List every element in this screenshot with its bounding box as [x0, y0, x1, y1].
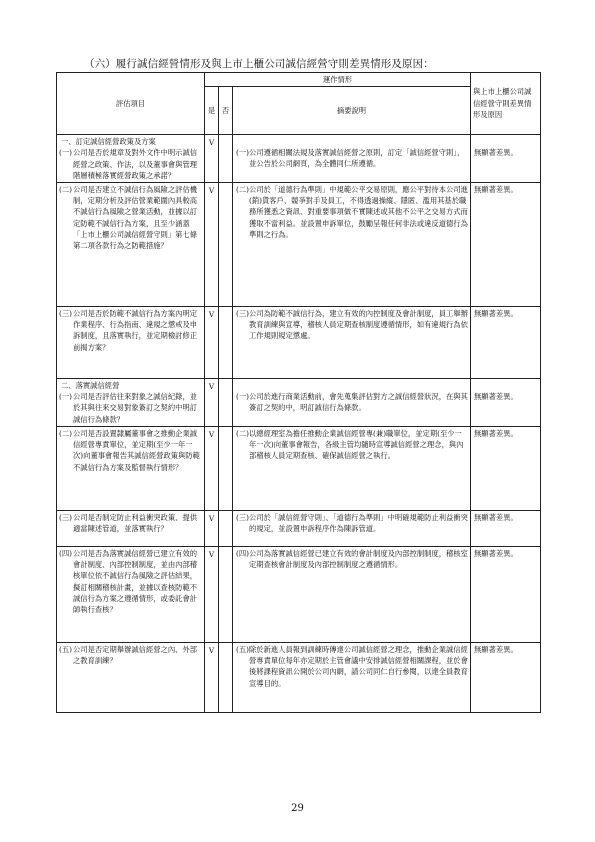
eval-item-text: 公司是否設置隸屬董事會之推動企業誠信經營專責單位，並定期(至少一年一次)向董事會報告其誠信經營政策與防範不誠信行為方案及監督執行情形？ [73, 429, 200, 472]
summary-text: 公司於「道德行為準則」中規範公平交易原則，應公平對待本公司進(銷)貨客戶、競爭對手及員工，不得透過操縱、隱匿、濫用其基於職務所獲悉之資訊、對重要事項做不實陳述或其他不公平之交易方式而獲取不當利益。並設置申訴單位，鼓勵呈報任何非法或違反道德行為準則之行為。 [249, 185, 468, 239]
table-body [57, 135, 541, 713]
table-row [57, 379, 541, 427]
eval-item [59, 308, 202, 353]
summary-number: (三) [236, 309, 249, 319]
no-mark [219, 379, 233, 427]
summary-number: (二) [236, 429, 249, 439]
summary-cell [233, 643, 471, 713]
eval-item [59, 147, 202, 181]
difference-cell: 無顯著差異。 [471, 511, 541, 547]
yes-mark: V [205, 379, 219, 427]
summary-text: 公司為落實誠信經營已建立有效的會計制度及內部控制制度，稽核室定期查核會計制度及內部控制制度之遵循情形。 [249, 549, 468, 570]
summary-number: (一) [236, 148, 249, 158]
yes-mark: V [205, 511, 219, 547]
summary-number: (二) [236, 185, 249, 195]
eval-cell [57, 511, 205, 547]
summary-cell [233, 379, 471, 427]
eval-item-text: 公司是否為落實誠信經營已建立有效的會計制度、內部控制制度，並由內部稽核單位依不誠信行為風險之評估結果，擬訂相關稽核計畫，並據以查核防範不誠信行為方案之遵循情形，或委託會計師執行查核？ [73, 549, 198, 615]
summary-text: 公司於進行商業活動前，會先蒐集評估對方之誠信經營狀況，在與其簽訂之契約中，明訂誠信行為條款。 [249, 392, 468, 413]
no-mark [219, 183, 233, 307]
eval-item-number: (二) [59, 185, 72, 195]
summary-number: (五) [236, 645, 249, 655]
difference-cell: 無顯著差異。 [471, 643, 541, 713]
header-difference: 與上市上櫃公司誠信經營守則差異情形及原因 [471, 73, 541, 135]
no-mark [219, 547, 233, 643]
eval-item-number: (三) [59, 513, 72, 523]
eval-item [59, 184, 202, 251]
no-mark [219, 427, 233, 511]
summary-cell [233, 547, 471, 643]
yes-mark: V [205, 135, 219, 183]
eval-item-text: 公司是否於規章及對外文件中明示誠信經營之政策、作法，以及董事會與管理階層積極落實經營政策之承諾？ [73, 148, 198, 180]
page-number: 29 [291, 803, 304, 814]
summary-text: 公司為防範不誠信行為，建立有效的內控制度及會計制度，員工舉辦教育訓練與宣導，稽核人員定期查核制度遵循情形，如有違規行為依工作規則規定懲處。 [249, 309, 468, 341]
table-row [57, 511, 541, 547]
yes-mark: V [205, 547, 219, 643]
eval-cell [57, 307, 205, 379]
header-operations: 運作情形 [205, 73, 471, 87]
difference-cell: 無顯著差異。 [471, 427, 541, 511]
no-mark [219, 511, 233, 547]
section-label: 一、訂定誠信經營政策及方案 [61, 137, 156, 147]
eval-item-text: 公司是否制定防止利益衝突政策、提供適當陳述管道，並落實執行？ [73, 513, 198, 534]
summary-cell [233, 427, 471, 511]
eval-cell [57, 379, 205, 427]
eval-item [59, 644, 202, 666]
table-row [57, 307, 541, 379]
yes-mark: V [205, 307, 219, 379]
summary-text: 公司遵循相關法規及落實誠信經營之原則，訂定「誠信經營守則」，並公告於公司網頁，為全體同仁所遵循。 [249, 148, 465, 169]
summary-number: (一) [236, 392, 249, 402]
eval-item-number: (一) [59, 148, 72, 158]
yes-mark: V [205, 427, 219, 511]
header-no: 否 [219, 87, 233, 135]
eval-item-number: (五) [59, 645, 72, 655]
eval-cell [57, 183, 205, 307]
header-summary: 摘要說明 [233, 87, 471, 135]
eval-item-text: 公司是否評估往來對象之誠信紀錄，並於其與往來交易對象簽訂之契約中明訂誠信行為條款？ [73, 392, 198, 424]
summary-cell [233, 307, 471, 379]
summary-number: (三) [236, 513, 249, 523]
eval-cell [57, 643, 205, 713]
eval-cell [57, 547, 205, 643]
summary-cell [233, 135, 471, 183]
no-mark [219, 643, 233, 713]
summary-cell [233, 183, 471, 307]
summary-text: 除於新進人員報到訓練時傳達公司誠信經營之理念，推動企業誠信經營專責單位每年亦定期於主管會議中安排誠信經營相關課程，並於會後將課程資訊公開於公司內網，請公司同仁自行參閱，以達全員教育宣導目的。 [249, 645, 468, 688]
summary-text: 公司於「誠信經營守則」、「道德行為準則」中明確規範防止利益衝突的規定，並設置申訴程序作為陳訴管道。 [249, 513, 468, 534]
integrity-table [56, 72, 541, 713]
table-row [57, 183, 541, 307]
header-yes: 是 [205, 87, 219, 135]
table-row [57, 643, 541, 713]
difference-cell: 無顯著差異。 [471, 307, 541, 379]
section-title: （六）履行誠信經營情形及與上市上櫃公司誠信經營守則差異情形及原因： [84, 58, 434, 70]
eval-cell [57, 135, 205, 183]
difference-cell: 無顯著差異。 [471, 135, 541, 183]
eval-item-number: (三) [59, 309, 72, 319]
section-label: 二、落實誠信經營 [61, 381, 120, 391]
summary-cell [233, 511, 471, 547]
no-mark [219, 135, 233, 183]
eval-item-number: (一) [59, 392, 72, 402]
eval-cell [57, 427, 205, 511]
summary-number: (四) [236, 549, 249, 559]
difference-cell: 無顯著差異。 [471, 183, 541, 307]
difference-cell: 無顯著差異。 [471, 379, 541, 427]
eval-item-text: 公司是否於防範不誠信行為方案內明定作業程序、行為指南、違規之懲戒及申訴制度，且落實執行，並定期檢討修正前揭方案？ [73, 309, 198, 352]
eval-item [59, 391, 202, 425]
no-mark [219, 307, 233, 379]
table-row [57, 547, 541, 643]
eval-item-number: (四) [59, 549, 72, 559]
eval-item [59, 512, 202, 534]
yes-mark: V [205, 643, 219, 713]
eval-item-text: 公司是否建立不誠信行為風險之評估機制，定期分析及評估營業範圍內具較高不誠信行為風險之營業活動，並據以訂定防範不誠信行為方案，且至少涵蓋「上市上櫃公司誠信經營守則」第七條第二項各款行為之防範措施？ [73, 185, 198, 251]
header-eval-item: 評估項目 [57, 73, 205, 135]
summary-text: 以總經理室為擔任推動企業誠信經營專(兼)職單位，並定期(至少一年一次)向董事會報告，各級主管均隨時宣導誠信經營之理念，與內部稽核人員定期查核、確保誠信經營之執行。 [249, 429, 464, 461]
eval-item [59, 548, 202, 615]
eval-item-number: (二) [59, 429, 72, 439]
difference-cell: 無顯著差異。 [471, 547, 541, 643]
table-row [57, 135, 541, 183]
eval-item [59, 428, 202, 473]
table-row [57, 427, 541, 511]
yes-mark: V [205, 183, 219, 307]
eval-item-text: 公司是否定期舉辦誠信經營之內、外部之教育訓練？ [73, 645, 198, 666]
